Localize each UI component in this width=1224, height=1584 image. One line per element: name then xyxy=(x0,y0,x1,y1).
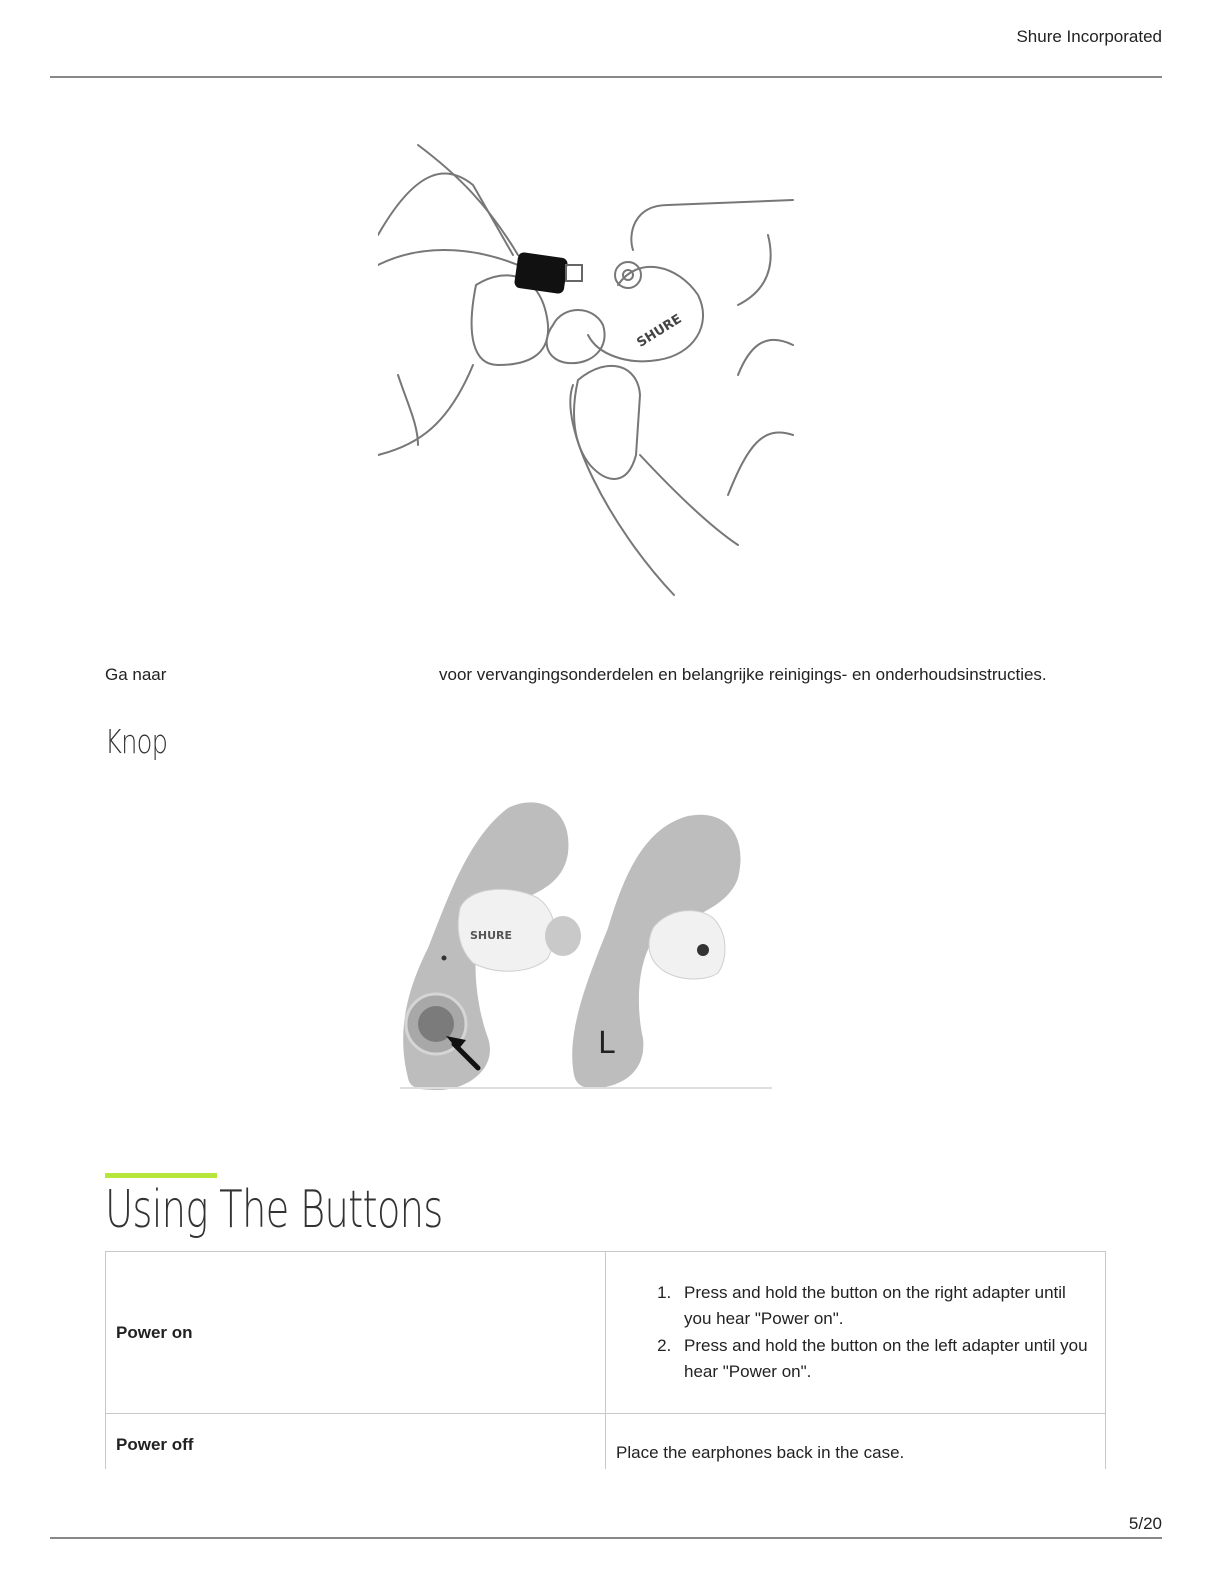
step-item: 2. Press and hold the button on the left adapter until you hear "Power on". xyxy=(676,1333,1095,1386)
action-description: Place the earphones back in the case. xyxy=(606,1414,1106,1470)
section-title-using-buttons: Using The Buttons xyxy=(105,1180,443,1240)
section-accent-bar xyxy=(105,1173,217,1178)
header-company-name: Shure Incorporated xyxy=(1016,27,1162,46)
earphone-button-illustration xyxy=(398,798,774,1090)
table-row xyxy=(106,1414,1106,1470)
action-steps xyxy=(606,1252,1106,1414)
page-number: 5/20 xyxy=(1128,1514,1162,1533)
shure-logo-text: SHURE xyxy=(470,929,513,942)
footer-rule xyxy=(50,1537,1162,1539)
intro-lead-text: Ga naar xyxy=(105,665,167,684)
section-title-knop: Knop xyxy=(105,722,168,761)
button-actions-table xyxy=(105,1251,1106,1469)
table-row xyxy=(106,1252,1106,1414)
earphone-sleeve-illustration xyxy=(378,125,794,600)
header-rule xyxy=(50,76,1162,78)
action-name: Power on xyxy=(106,1252,606,1414)
intro-rest-text: voor vervangingsonderdelen en belangrijke reinigings- en onderhoudsinstructies. xyxy=(439,665,1047,684)
action-name: Power off xyxy=(106,1414,606,1470)
left-side-label: L xyxy=(598,1026,615,1061)
shure-logo-text: SHURE xyxy=(634,311,685,351)
step-item: 1. Press and hold the button on the right adapter until you hear "Power on". xyxy=(676,1280,1095,1333)
